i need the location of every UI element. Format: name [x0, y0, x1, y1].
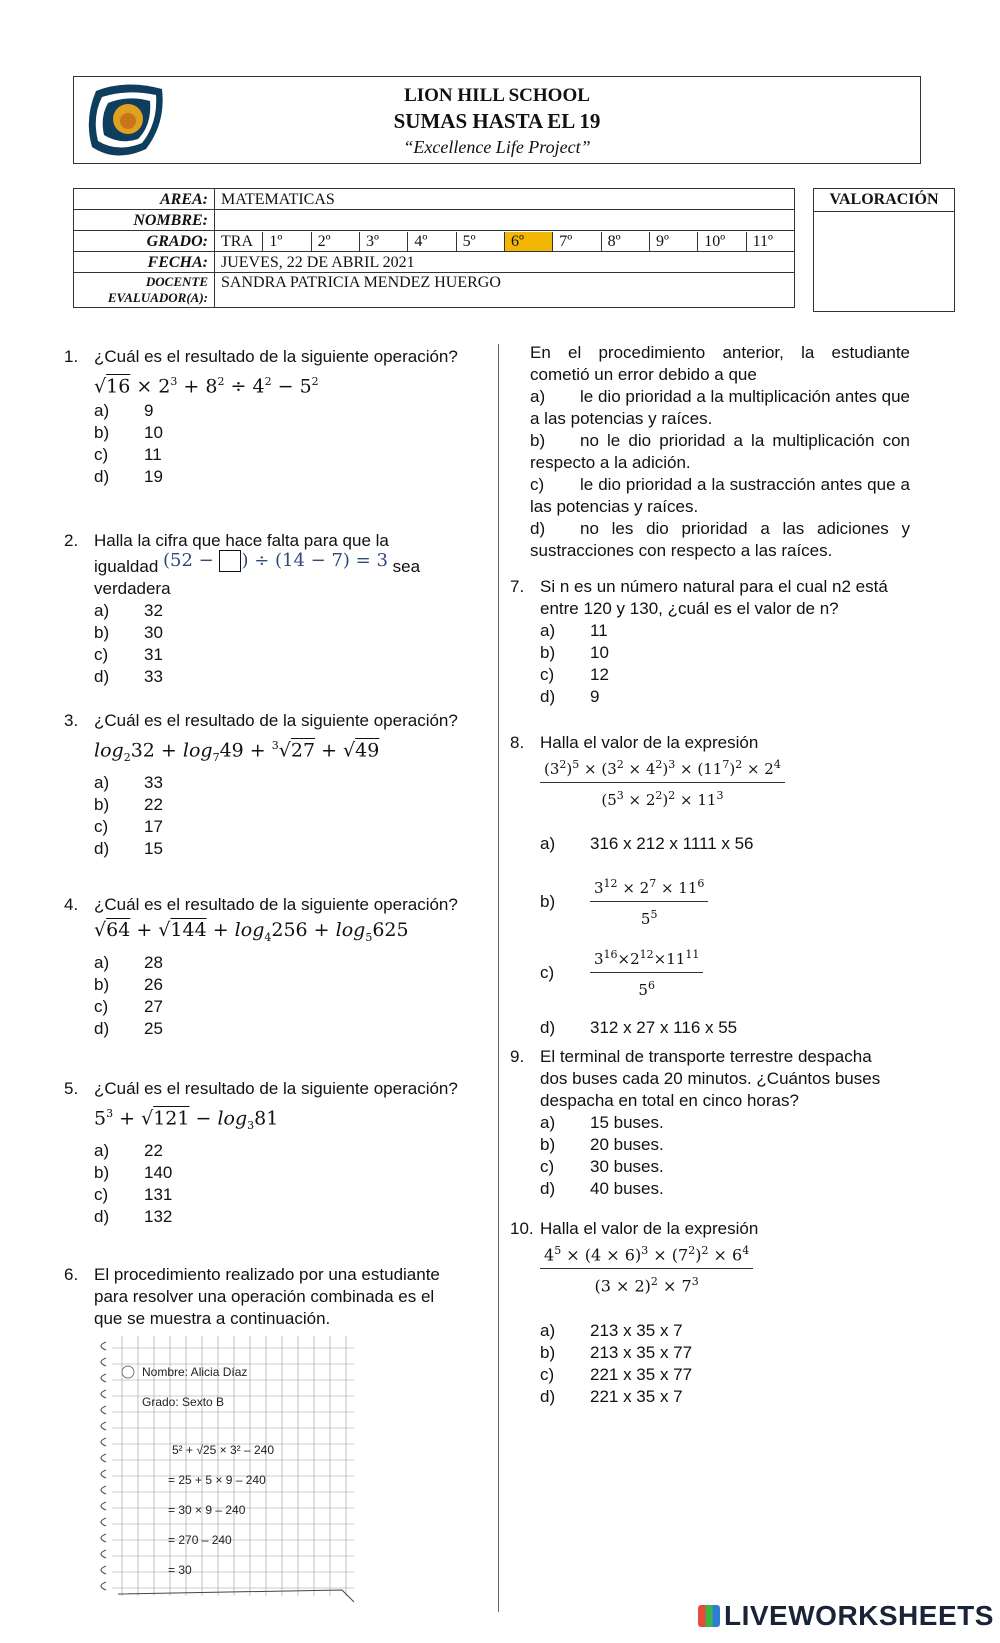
question-text: ¿Cuál es el resultado de la siguiente operación?	[94, 711, 458, 730]
info-table	[73, 188, 795, 308]
question-text: El terminal de transporte terrestre despacha dos buses cada 20 minutos. ¿Cuántos buses despacha en total en cinco horas?	[540, 1047, 881, 1110]
option-row[interactable]: c) 221 x 35 x 77	[540, 1364, 693, 1384]
grade-option[interactable]: 8º	[601, 232, 649, 251]
valoracion-box	[813, 188, 955, 312]
option-row[interactable]: d) no les dio prioridad a las adiciones y sustracciones con respecto a las raíces.	[530, 519, 910, 560]
question-text: verdadera	[94, 579, 171, 598]
brand-icon	[698, 1605, 720, 1627]
question-10	[510, 1218, 890, 1408]
question-1	[64, 346, 458, 488]
question-number: 10.	[510, 1219, 534, 1238]
grade-option[interactable]: 11º	[746, 232, 794, 251]
valoracion-label: VALORACIÓN	[814, 189, 954, 212]
question-number: 9.	[510, 1047, 525, 1066]
question-6	[64, 1264, 464, 1330]
question-number: 4.	[64, 895, 79, 914]
option-row[interactable]: c) 30 buses.	[540, 1157, 664, 1176]
grade-option[interactable]: 7º	[552, 232, 600, 251]
question-number: 2.	[64, 531, 79, 550]
notebook-name: Nombre: Alicia Díaz	[142, 1365, 248, 1379]
option-row[interactable]: d) 132	[94, 1207, 173, 1227]
evaluador-label-text: EVALUADOR(A):	[107, 290, 208, 305]
question-text: Halla el valor de la expresión	[540, 733, 759, 752]
option-row[interactable]: b) $\frac{3^{12} \times 2^7 \times 11^6}{5^5}$	[540, 873, 890, 930]
docente-value: SANDRA PATRICIA MENDEZ HUERGO	[215, 273, 795, 308]
q2-expression: (52 − ) ÷ (14 − 7) = 3	[163, 550, 388, 571]
grade-option[interactable]: TRA	[221, 232, 253, 250]
option-row[interactable]: c) 27	[94, 996, 163, 1016]
question-text: Halla la cifra que hace falta para que la	[94, 531, 389, 550]
brand-name: LIVEWORKSHEETS	[724, 1600, 994, 1631]
q1-expression: $√16 \times 2^3 + 8^2 \div 4^2 - 5^2$	[94, 375, 319, 398]
grade-option[interactable]: 5º	[456, 232, 504, 251]
option-row[interactable]: c) 31	[94, 645, 163, 664]
question-5	[64, 1078, 458, 1228]
missing-digit-box[interactable]	[219, 550, 241, 572]
notebook-step3: = 30 × 9 – 240	[168, 1503, 246, 1517]
option-row[interactable]: b) 20 buses.	[540, 1135, 664, 1154]
fecha-label: FECHA:	[74, 252, 215, 273]
question-7	[510, 576, 890, 708]
worksheet-title: SUMAS HASTA EL 19	[393, 109, 601, 133]
grade-selector	[221, 232, 794, 251]
school-name: LION HILL SCHOOL	[404, 85, 590, 106]
area-value: MATEMATICAS	[215, 189, 795, 210]
option-row[interactable]: d) 15	[94, 839, 163, 859]
question-3	[64, 710, 458, 860]
option-row[interactable]: a) 22	[94, 1141, 163, 1161]
header-box	[73, 76, 921, 164]
grade-option-selected[interactable]: 6º	[504, 232, 552, 251]
notebook-step4: = 270 – 240	[168, 1533, 232, 1547]
grade-option[interactable]: 9º	[649, 232, 697, 251]
option-row[interactable]: d) 221 x 35 x 7	[540, 1386, 683, 1406]
option-row[interactable]: d) 312 x 27 x 116 x 55	[540, 1018, 738, 1037]
area-label: AREA:	[74, 189, 215, 210]
question-number: 3.	[64, 711, 79, 730]
docente-label-text: DOCENTE	[145, 274, 208, 289]
notebook-step1: 5² + √25 × 3² – 240	[172, 1443, 274, 1457]
question-text: Si n es un número natural para el cual n2 está entre 120 y 130, ¿cuál es el valor de n?	[540, 577, 888, 618]
option-row[interactable]: a) 9	[94, 401, 154, 421]
option-row[interactable]: a) 28	[94, 952, 163, 972]
option-row[interactable]: b) 10	[540, 643, 609, 662]
option-row[interactable]: b) 22	[94, 795, 163, 815]
question-text: ¿Cuál es el resultado de la siguiente operación?	[94, 895, 458, 914]
question-text: En el procedimiento anterior, la estudiante cometió un error debido a que	[530, 343, 910, 384]
option-row[interactable]: c) 17	[94, 817, 163, 837]
option-row[interactable]: b) no le dio prioridad a la multiplicación con respecto a la adición.	[530, 431, 910, 472]
question-number: 7.	[510, 577, 525, 596]
student-notebook-image	[92, 1336, 354, 1604]
option-row[interactable]: c) 12	[540, 665, 609, 684]
question-number: 6.	[64, 1265, 79, 1284]
option-row[interactable]: d) 19	[94, 467, 163, 487]
option-row[interactable]: b) 10	[94, 423, 163, 443]
option-row[interactable]: c) 131	[94, 1185, 173, 1205]
option-row[interactable]: c) $\frac{3^{16}\times 2^{12}\times 11^{11}}{5^6}$	[540, 944, 890, 1001]
option-row[interactable]: b) 26	[94, 974, 163, 994]
notebook-grade: Grado: Sexto B	[142, 1395, 225, 1409]
grade-option[interactable]: 2º	[311, 232, 359, 251]
q10-expression: $\frac{4^5 \times (4 \times 6)^3 \times (7^2)^2 \times 6^4}{(3 \times 2)^2 \times 7^3}$	[540, 1240, 890, 1298]
option-row[interactable]: b) 30	[94, 623, 163, 642]
notebook-step2: = 25 + 5 × 9 – 240	[168, 1473, 266, 1487]
q4-expression: $√64 + √144 + \log_4256 + \log_5625$	[94, 919, 409, 944]
grade-option[interactable]: 10º	[697, 232, 745, 251]
liveworksheets-logo[interactable]	[698, 1600, 994, 1632]
question-text: Halla el valor de la expresión	[540, 1219, 759, 1238]
fecha-value: JUEVES, 22 DE ABRIL 2021	[215, 252, 795, 273]
question-4	[64, 894, 458, 1040]
question-number: 5.	[64, 1079, 79, 1098]
grade-option[interactable]: 3º	[359, 232, 407, 251]
q3-expression: $\log_232 + \log_749 + ^3√27 + √49$	[94, 739, 380, 765]
question-8	[510, 732, 890, 1039]
column-divider	[498, 344, 499, 1612]
docente-label	[74, 273, 215, 308]
option-row[interactable]: b) 213 x 35 x 77	[540, 1342, 693, 1362]
option-row[interactable]: d) 40 buses.	[540, 1179, 664, 1198]
option-row[interactable]: a) 316 x 212 x 1111 x 56	[540, 834, 754, 853]
option-row[interactable]: a) 213 x 35 x 7	[540, 1320, 683, 1340]
option-row[interactable]: a) 15 buses.	[540, 1113, 664, 1132]
q8-expression: $\frac{(3^2)^5 \times (3^2 \times 4^2)^3 \times (11^7)^2 \times 2^4}{(5^3 \times 2^2)^2 \times 11^3}$	[540, 754, 890, 811]
question-number: 1.	[64, 347, 79, 366]
q2-equation-line	[94, 550, 421, 578]
option-row[interactable]: c) le dio prioridad a la sustracción antes que a las potencias y raíces.	[530, 475, 910, 516]
option-row[interactable]: a) 11	[540, 621, 608, 640]
grado-label: GRADO:	[74, 231, 215, 252]
nombre-input[interactable]	[215, 210, 795, 231]
notebook-step5: = 30	[168, 1563, 192, 1577]
option-row[interactable]: a) le dio prioridad a la multiplicación antes que a las potencias y raíces.	[530, 387, 910, 428]
school-motto: “Excellence Life Project”	[403, 137, 591, 157]
option-row[interactable]: c) 11	[94, 445, 162, 465]
question-text: El procedimiento realizado por una estudiante para resolver una operación combinada es el que se muestra a continuación.	[94, 1265, 440, 1328]
option-row[interactable]: a) 32	[94, 601, 163, 620]
option-row[interactable]: b) 140	[94, 1163, 173, 1183]
grade-option[interactable]: 4º	[407, 232, 455, 251]
option-row[interactable]: d) 9	[540, 687, 600, 706]
option-row[interactable]: a) 33	[94, 773, 163, 793]
question-number: 8.	[510, 733, 525, 752]
question-6-continued	[530, 342, 910, 562]
option-row[interactable]: d) 33	[94, 667, 163, 686]
question-2	[64, 530, 420, 688]
question-9	[510, 1046, 890, 1200]
q5-expression: $5^3 + √121 - \log_381$	[94, 1107, 279, 1133]
question-text: ¿Cuál es el resultado de la siguiente operación?	[94, 347, 458, 366]
nombre-label: NOMBRE:	[74, 210, 215, 231]
question-text: igualdad	[94, 557, 159, 576]
option-row[interactable]: d) 25	[94, 1018, 163, 1038]
question-text: ¿Cuál es el resultado de la siguiente operación?	[94, 1079, 458, 1098]
grade-option[interactable]: 1º	[262, 232, 310, 251]
question-text: sea	[392, 557, 421, 576]
